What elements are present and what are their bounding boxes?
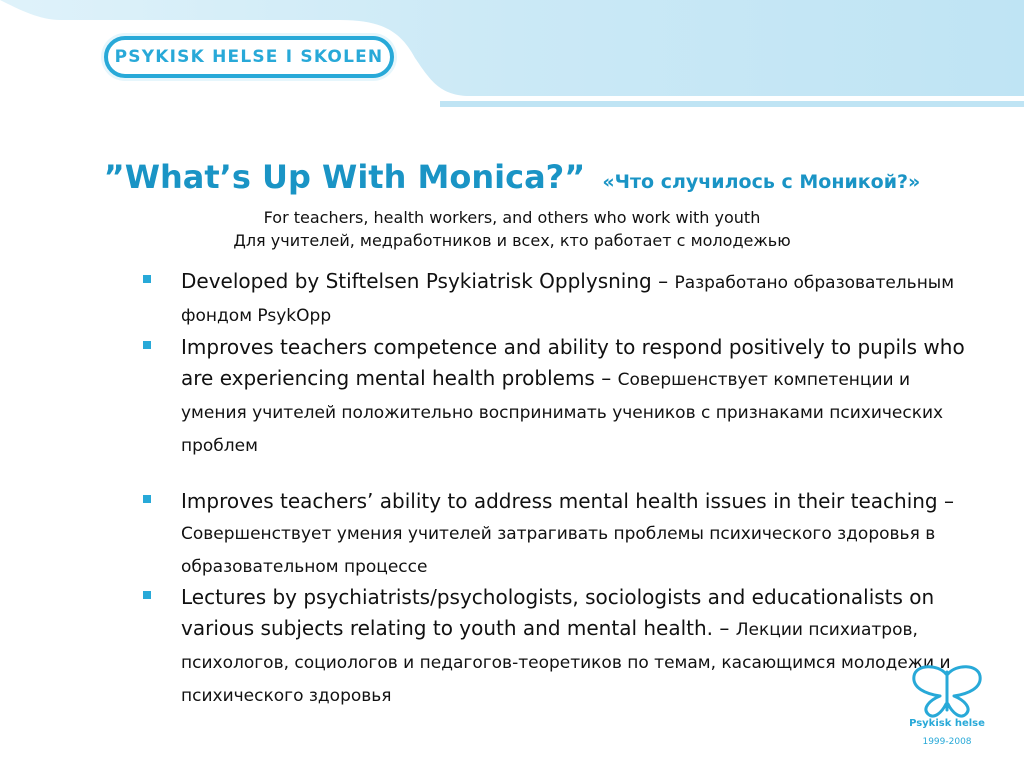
- bullet-separator: –: [651, 269, 675, 293]
- bullet-text-en: Improves teachers’ ability to address mental health issues in their teaching: [181, 489, 938, 513]
- logo-years: 1999-2008: [922, 737, 972, 747]
- bullet-square-icon: [143, 341, 151, 349]
- bullet-text: [181, 332, 981, 462]
- bullet-text: [181, 486, 981, 583]
- bullet-item: [143, 486, 973, 583]
- bullet-text: [181, 266, 981, 332]
- bullet-separator: –: [713, 616, 736, 640]
- bullet-square-icon: [143, 275, 151, 283]
- subtitle-ru: Для учителей, медработников и всех, кто работает с молодежью: [233, 231, 791, 250]
- brand-title: PSYKISK HELSE I SKOLEN: [114, 47, 384, 67]
- bullet-square-icon: [143, 591, 151, 599]
- subtitle-en: For teachers, health workers, and others who work with youth: [263, 208, 761, 227]
- slide-title-en: ”What’s Up With Monica?”: [103, 158, 586, 196]
- bullet-item: [143, 582, 973, 712]
- bullet-text-ru: Лекции психиатров, психологов, социологов и педагогов-теоретиков по темам, касающимся молодежи и психического здоровья: [181, 620, 951, 706]
- bullet-text-en: Developed by Stiftelsen Psykiatrisk Opplysning: [181, 269, 652, 293]
- bullet-text-en: Improves teachers competence and ability to respond positively to pupils who are experiencing mental health problems: [181, 335, 965, 390]
- brand-pill: [104, 36, 394, 78]
- bullet-text-en: Lectures by psychiatrists/psychologists, sociologists and educationalists on various subjects relating to youth and mental health.: [181, 585, 935, 640]
- bullet-text-ru: Разработано образовательным фондом PsykOpp: [181, 273, 955, 326]
- slide-title-ru: «Что случилось с Моникой?»: [602, 171, 921, 193]
- bullet-square-icon: [143, 495, 151, 503]
- bullet-text-ru: Совершенствует умения учителей затрагивать проблемы психического здоровья в образовательном процессе: [181, 524, 936, 577]
- bullet-item: [143, 332, 973, 462]
- bullet-text: [181, 582, 981, 712]
- logo-caption: Psykisk helse: [909, 718, 985, 729]
- bullet-item: [143, 266, 973, 332]
- bullet-text-ru: Совершенствует компетенции и умения учителей положительно воспринимать учеников с признаками психических проблем: [181, 370, 944, 456]
- slide-title: [0, 158, 1024, 196]
- bullet-separator: –: [937, 489, 954, 513]
- bullet-separator: –: [594, 366, 618, 390]
